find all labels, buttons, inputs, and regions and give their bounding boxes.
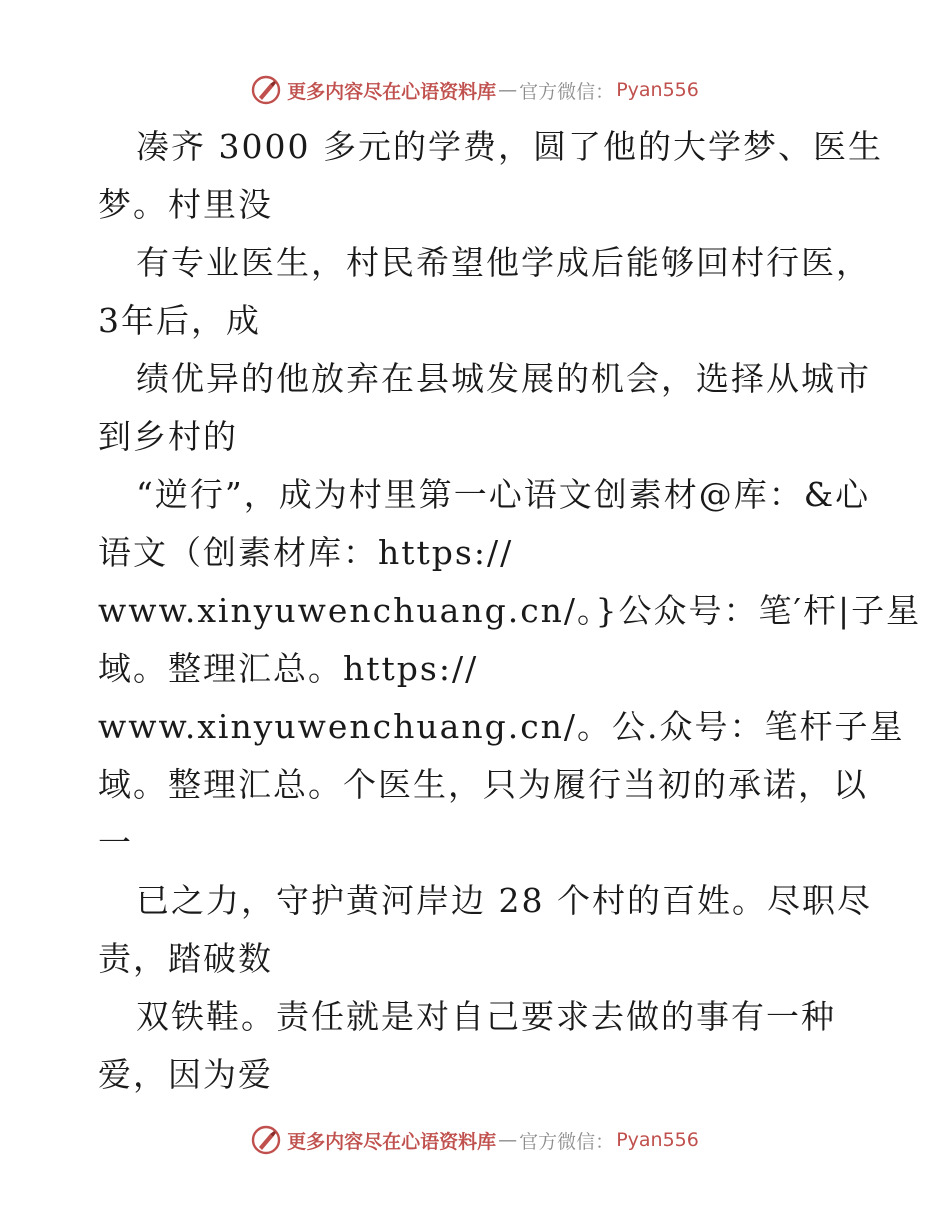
banner-title: 更多内容尽在心语资料库: [287, 1130, 497, 1153]
text-line: 有专业医生，村民希望他学成后能够回村行医，: [136, 243, 871, 282]
banner-wechat-label: 官方微信：: [519, 1130, 615, 1153]
text-line: www.xinyuwenchuang.cn/。公.众号：笔杆子星: [98, 707, 905, 746]
banner-dash: —: [498, 79, 518, 101]
text-line: 已之力，守护黄河岸边 28 个村的百姓。尽职尽: [136, 881, 872, 920]
text-line: 凑齐 3000 多元的学费，圆了他的大学梦、医生: [136, 127, 883, 166]
text-line: 3年后，成: [98, 301, 261, 340]
banner-title: 更多内容尽在心语资料库: [287, 80, 497, 103]
text-line: 梦。村里没: [98, 185, 273, 224]
banner-wechat-id: Pyan556: [616, 1129, 699, 1151]
footer-banner: [0, 1120, 950, 1160]
text-line: 责，踏破数: [98, 939, 273, 978]
pen-logo-icon: [251, 75, 281, 105]
text-line: www.xinyuwenchuang.cn/。}公众号：笔′杆|子星: [98, 591, 922, 630]
banner-wechat-label: 官方微信：: [519, 80, 615, 103]
banner-wechat-id: Pyan556: [616, 79, 699, 101]
text-line: 绩优异的他放弃在县城发展的机会，选择从城市: [136, 359, 871, 398]
text-line: 双铁鞋。责任就是对自己要求去做的事有一种: [136, 997, 836, 1036]
pen-logo-icon: [251, 1125, 281, 1155]
text-line: 域。整理汇总。https://: [98, 649, 479, 688]
text-line: 一: [98, 823, 133, 862]
text-line: 域。整理汇总。个医生，只为履行当初的承诺，以: [98, 765, 868, 804]
banner-dash: —: [498, 1129, 518, 1151]
text-line: 爱，因为爱: [98, 1055, 273, 1094]
header-banner: [0, 70, 950, 110]
text-line: 到乡村的: [98, 417, 238, 456]
text-line: 语文（创素材库：https://: [98, 533, 514, 572]
text-line: “逆行”，成为村里第一心语文创素材@库：&心: [136, 475, 871, 514]
document-body: [98, 118, 922, 1104]
